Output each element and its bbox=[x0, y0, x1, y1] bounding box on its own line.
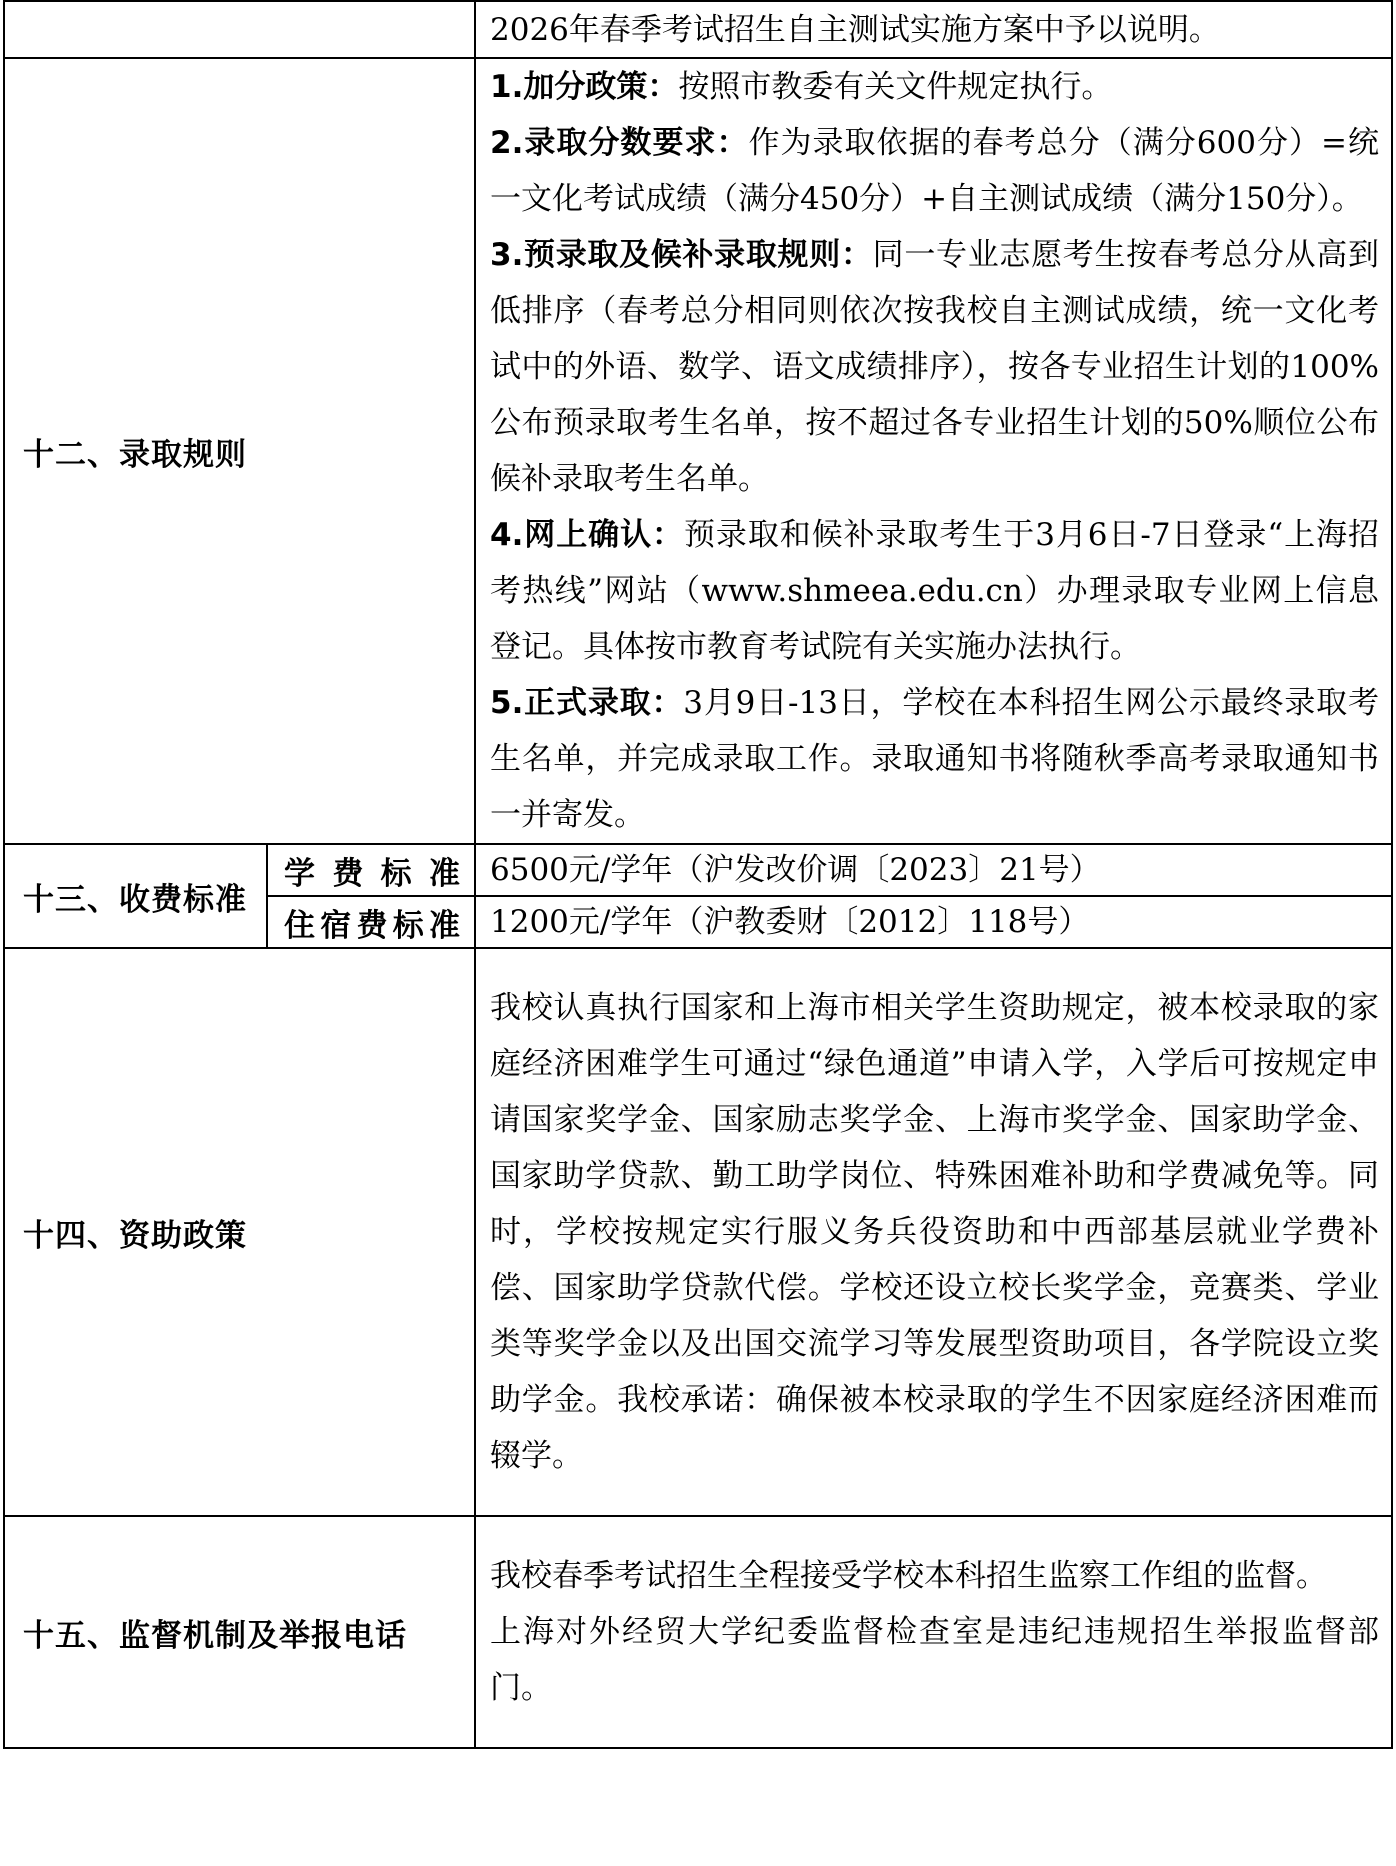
rule-item-heading: 4.网上确认： bbox=[490, 517, 684, 553]
regulations-table bbox=[3, 0, 1393, 1749]
row-section-12 bbox=[4, 58, 1392, 844]
section-15-label: 十五、监督机制及举报电话 bbox=[4, 1516, 475, 1748]
housing-fee-label: 住宿费标准 bbox=[267, 896, 475, 948]
rule-item-text: 同一专业志愿考生按春考总分从高到低排序（春考总分相同则依次按我校自主测试成绩，统一文化考试中的外语、数学、语文成绩排序），按各专业招生计划的100%公布预录取考生名单，按不超过各专业招生计划的50%顺位公布候补录取考生名单。 bbox=[490, 237, 1379, 497]
supervision-paragraph-2: 上海对外经贸大学纪委监督检查室是违纪违规招生举报监督部门。 bbox=[490, 1614, 1379, 1706]
section-15-content bbox=[475, 1516, 1392, 1748]
rule-item-text: 作为录取依据的春考总分（满分600分）=统一文化考试成绩（满分450分）+自主测试成绩（满分150分）。 bbox=[490, 125, 1379, 217]
rule-item-text: 按照市教委有关文件规定执行。 bbox=[678, 69, 1113, 105]
section-14-content bbox=[475, 948, 1392, 1516]
rule-item-heading: 2.录取分数要求： bbox=[490, 125, 749, 161]
housing-fee-value: 1200元/学年（沪教委财〔2012〕118号） bbox=[475, 896, 1392, 948]
rule-item-1 bbox=[490, 59, 1379, 115]
rule-item-text: 3月9日-13日，学校在本科招生网公示最终录取考生名单，并完成录取工作。录取通知书将随秋季高考录取通知书一并寄发。 bbox=[490, 685, 1379, 833]
empty-label-cell bbox=[4, 1, 475, 58]
section-12-label: 十二、录取规则 bbox=[4, 58, 475, 844]
admission-document bbox=[3, 0, 1391, 1749]
tuition-label: 学费标准 bbox=[267, 844, 475, 896]
rule-item-3 bbox=[490, 227, 1379, 507]
rule-item-heading: 3.预录取及候补录取规则： bbox=[490, 237, 873, 273]
rule-item-2 bbox=[490, 115, 1379, 227]
row-section-15 bbox=[4, 1516, 1392, 1748]
rule-item-heading: 1.加分政策： bbox=[490, 69, 679, 105]
section-13-label: 十三、收费标准 bbox=[4, 844, 267, 948]
continuation-text: 2026年春季考试招生自主测试实施方案中予以说明。 bbox=[475, 1, 1392, 58]
tuition-value: 6500元/学年（沪发改价调〔2023〕21号） bbox=[475, 844, 1392, 896]
rule-item-4 bbox=[490, 507, 1379, 675]
section-14-label: 十四、资助政策 bbox=[4, 948, 475, 1516]
row-section-14 bbox=[4, 948, 1392, 1516]
rule-item-5 bbox=[490, 675, 1379, 843]
rule-item-heading: 5.正式录取： bbox=[490, 685, 684, 721]
supervision-paragraph-1: 我校春季考试招生全程接受学校本科招生监察工作组的监督。 bbox=[490, 1558, 1327, 1594]
rule-item-text: 预录取和候补录取考生于3月6日-7日登录“上海招考热线”网站（www.shmeea.edu.cn）办理录取专业网上信息登记。具体按市教育考试院有关实施办法执行。 bbox=[490, 517, 1379, 665]
row-continuation bbox=[4, 1, 1392, 58]
row-section-13-tuition bbox=[4, 844, 1392, 896]
section-12-content bbox=[475, 58, 1392, 844]
aid-policy-text: 我校认真执行国家和上海市相关学生资助规定，被本校录取的家庭经济困难学生可通过“绿色通道”申请入学，入学后可按规定申请国家奖学金、国家励志奖学金、上海市奖学金、国家助学金、国家助学贷款、勤工助学岗位、特殊困难补助和学费减免等。同时，学校按规定实行服义务兵役资助和中西部基层就业学费补偿、国家助学贷款代偿。学校还设立校长奖学金，竞赛类、学业类等奖学金以及出国交流学习等发展型资助项目，各学院设立奖助学金。我校承诺：确保被本校录取的学生不因家庭经济困难而辍学。 bbox=[490, 990, 1379, 1474]
